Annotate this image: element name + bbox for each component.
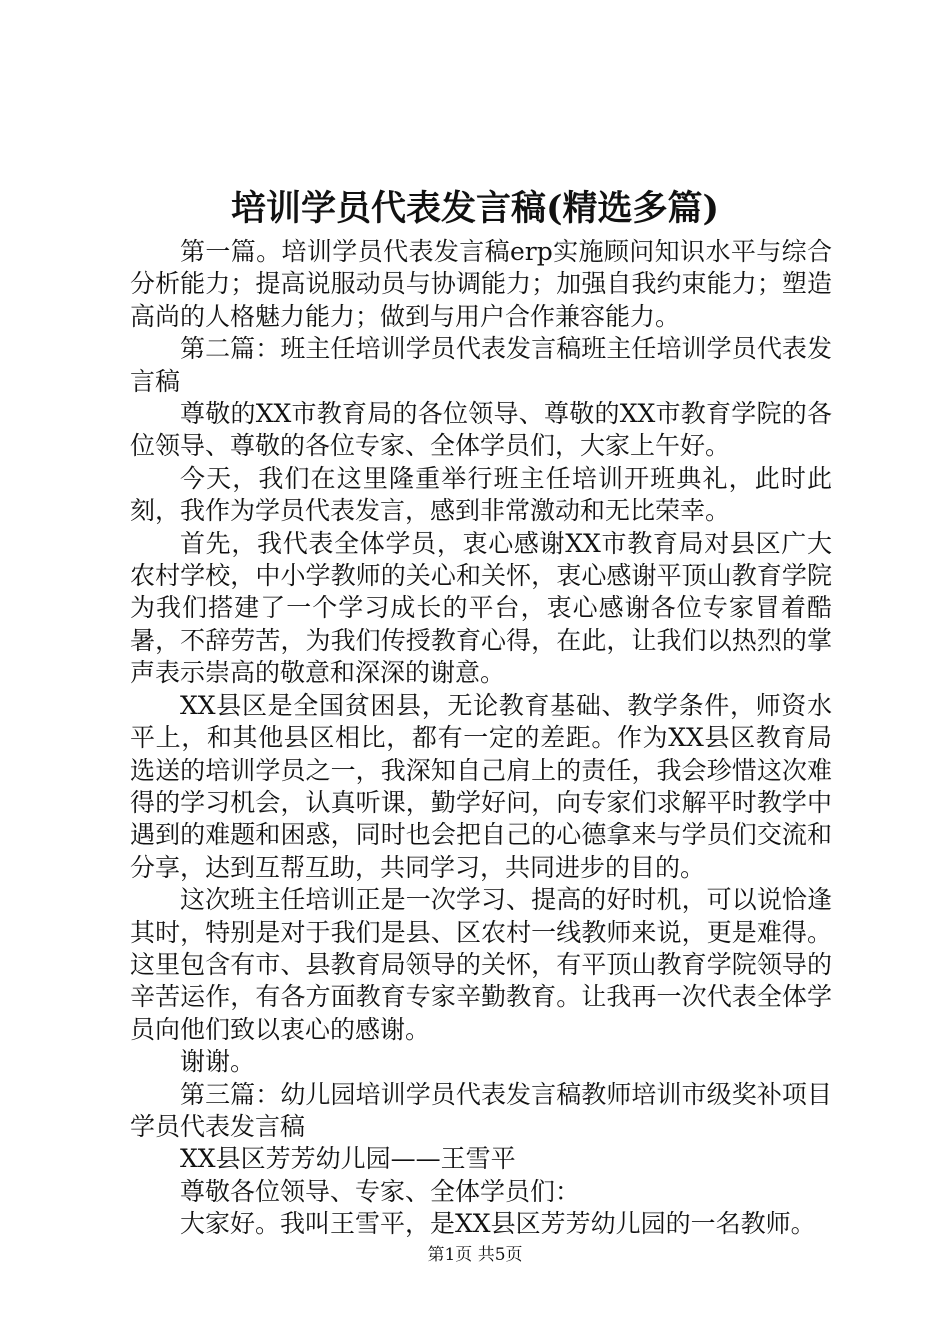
document-title: 培训学员代表发言稿(精选多篇): [230, 188, 720, 229]
document-body: [130, 236, 832, 1241]
page-footer: 第1页 共5页: [427, 1245, 523, 1265]
paragraph: 首先，我代表全体学员，衷心感谢XX市教育局对县区广大农村学校，中小学教师的关心和关怀，衷心感谢平顶山教育学院为我们搭建了一个学习成长的平台，衷心感谢各位专家冒着酷暑，不辞劳苦，为我们传授教育心得，在此，让我们以热烈的掌声表示崇高的敬意和深深的谢意。: [130, 528, 832, 688]
paragraph: 谢谢。: [180, 1047, 256, 1077]
paragraph: 这次班主任培训正是一次学习、提高的好时机，可以说恰逢其时，特别是对于我们是县、区农村一线教师来说，更是难得。这里包含有市、县教育局领导的关怀，有平顶山教育学院领导的辛苦运作，有各方面教育专家辛勤教育。让我再一次代表全体学员向他们致以衷心的感谢。: [130, 885, 832, 1044]
paragraph: 大家好。我叫王雪平，是XX县区芳芳幼儿园的一名教师。: [180, 1209, 816, 1239]
paragraph: XX县区是全国贫困县，无论教育基础、教学条件，师资水平上，和其他县区相比，都有一定的差距。作为XX县区教育局选送的培训学员之一，我深知自己肩上的责任，我会珍惜这次难得的学习机会，认真听课，勤学好问，向专家们求解平时教学中遇到的难题和困惑，同时也会把自己的心德拿来与学员们交流和分享，达到互帮互助，共同学习，共同进步的目的。: [130, 690, 832, 882]
paragraph: XX县区芳芳幼儿园——王雪平: [180, 1144, 516, 1174]
paragraph: 尊敬的XX市教育局的各位领导、尊敬的XX市教育学院的各位领导、尊敬的各位专家、全体学员们，大家上午好。: [130, 399, 832, 461]
paragraph: 第三篇：幼儿园培训学员代表发言稿教师培训市级奖补项目学员代表发言稿: [130, 1079, 832, 1141]
paragraph: 今天，我们在这里隆重举行班主任培训开班典礼，此时此刻，我作为学员代表发言，感到非常激动和无比荣幸。: [130, 463, 832, 526]
paragraph: 尊敬各位领导、专家、全体学员们：: [180, 1176, 581, 1206]
paragraph: 第二篇：班主任培训学员代表发言稿班主任培训学员代表发言稿: [130, 334, 832, 396]
paragraph: 第一篇。培训学员代表发言稿erp实施顾问知识水平与综合分析能力；提高说服动员与协调能力；加强自我约束能力；塑造高尚的人格魅力能力；做到与用户合作兼容能力。: [130, 237, 832, 331]
